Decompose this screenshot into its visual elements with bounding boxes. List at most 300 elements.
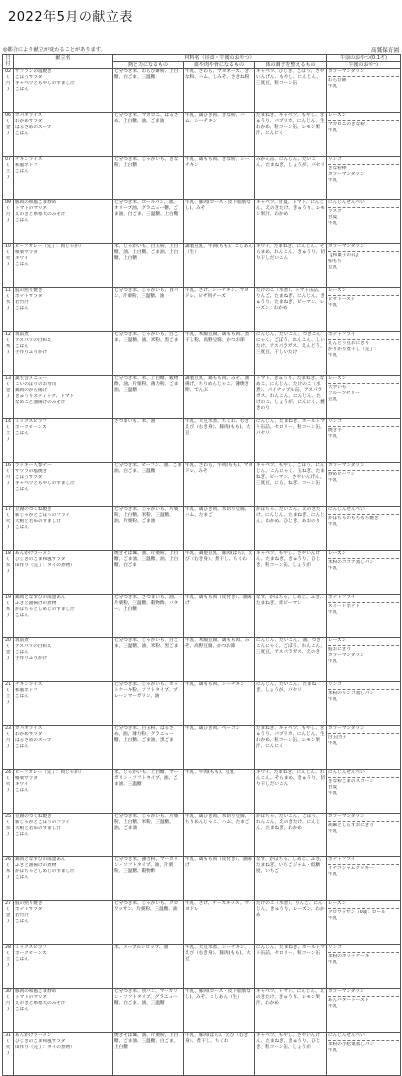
dish-name: 鶏肉のから揚げ [15,387,48,393]
date-part: ( [7,162,9,168]
energy-cell [113,901,184,945]
snack-cell [327,594,401,638]
dish-name: ごぼうサラダ [15,75,43,80]
snack-am: カラーマンダリン [328,244,365,250]
dish-name: ごはん [15,875,29,881]
date-cell [3,375,14,419]
dish-name: 新じゃがとごぼうのフライ [15,512,70,518]
date-part: 水 [5,299,11,305]
dish-name: ビーフカレー（完了：肉じゃが） [15,769,84,775]
date-part: 13 [5,375,11,381]
dish-name: ごはん [15,305,29,311]
dish-cell [14,813,113,857]
energy-text: 七分つき米、じゃがいも、ホットケーキ粉、ソフトタイプ、プレーンマーガリン、油 [114,682,179,700]
blood-text: 牛乳、さけ、チーズキッス、マヨドレ [185,901,249,913]
date-part: ) [7,393,9,399]
snack-pm: 牛乳 [328,959,338,965]
date-part: 27 [5,901,11,907]
snack-divider [328,295,399,296]
date-part: ) [7,481,9,487]
blood-text: 牛乳、豚肉(ばら)、えび（むき身）、煮干し、ちくわ [185,1032,249,1044]
date-part: 24 [5,769,11,775]
dish-name: キャベツともやしのすまし汁 [15,481,75,487]
dish-name: ごはん [15,87,29,92]
date-part: 金 [5,913,11,919]
date-part: ) [7,919,9,925]
dish-name: アスパラの白和え [15,644,52,650]
dish-name: キャベツともやしのすまし汁 [15,81,75,86]
energy-cell [113,463,184,507]
snack-divider [328,602,399,603]
snack-am: にんじんせんべい [328,200,365,206]
regulate-cell [255,725,327,769]
snack-divider [328,952,399,953]
dish-name: ポテトサラダ [15,293,43,299]
regulate-cell [255,419,327,463]
date-part: ( [7,907,9,913]
dish-name: ガパオライス [15,725,43,731]
dish-name: 新じゃがとごぼうのフライ [15,819,70,825]
energy-cell [113,813,184,857]
snack-pm: 牛乳 [328,127,338,133]
snack-pm: 牛乳 [328,872,338,878]
date-part: 26 [5,857,11,863]
blood-cell [184,287,255,331]
snack-divider [328,383,399,384]
date-cell [3,857,14,901]
snack-am: にんじんせんべい [328,1032,365,1038]
blood-cell [184,463,255,507]
snack-am: レーズン [328,638,347,644]
blood-text: 牛乳、豚肉(ロース・皮下脂肪なし)、みそ、こしあん（生） [185,988,251,1000]
snack-divider [328,777,399,778]
dish-cell [14,1032,113,1076]
date-part: 火 [5,518,11,524]
energy-cell [113,506,184,550]
date-part: 月 [5,81,11,86]
date-part: ( [7,556,9,562]
energy-cell [113,112,184,156]
date-part: ) [7,787,9,793]
blood-cell [184,506,255,550]
snack-pm: 牛乳 [328,697,338,703]
energy-cell [113,244,184,288]
snack-am: ポテトフライ [328,857,356,863]
regulate-text: キャベツ、ひじき、ごぼう、さやいんげん、もやし、にんじん、三度豆、粒コーン缶 [256,69,325,86]
date-part: ) [7,962,9,968]
blood-text: 調製豆乳、牛肉(もも)、こしあん（生） [185,244,253,256]
snack-pm: きな粉棒 [328,165,347,171]
regulate-text: キャベツ、もやし、ごぼう、にんじん、こんにゃく、玉ねぎ、たまねぎ、ピーマン、さやいんげん、三度豆、にら、ねぎ、コーン缶 [256,463,325,487]
dish-name: きゅうりスティック、トマト [15,393,75,399]
energy-cell [113,594,184,638]
energy-cell [113,419,184,463]
snack-divider [328,821,399,822]
regulate-text: トマト、きゅうり、たまねぎ、なめこ、にんじん、たけのこ（水煮）、パイナップル缶、アスパラガス、れんこん、にんじん、たけのこ、しょうが、にんにく、焼きのり [256,375,325,411]
date-part: 土 [5,956,11,962]
blood-cell [184,244,255,288]
dish-name: ミックスピラフ [15,419,48,425]
date-cell [3,901,14,945]
dish-name: 鶏肉となすびの南蛮あん [15,857,66,863]
table-row [3,901,401,945]
regulate-cell [255,112,327,156]
materials-header: 材料名（昼食・午後のおやつ） [113,55,327,62]
dish-name: ごはん [15,130,29,136]
dish-header: 献立名 [14,55,113,69]
energy-cell [113,725,184,769]
dish-name: ごはん [15,694,29,700]
energy-cell [113,769,184,813]
energy-cell [113,944,184,988]
table-row [3,506,401,550]
date-part: 木 [5,343,11,349]
date-part: 金 [5,124,11,130]
regulate-header: 体の調子を整えるもの [255,62,327,69]
snack-am: リンゴ [328,944,342,950]
date-part: ( [7,1038,9,1044]
table-row [3,769,401,813]
snack-pm: 甘夏 [328,784,338,790]
date-part: ( [7,469,9,475]
date-cell [3,682,14,726]
snack-pm: 米粉のホットケーキ [328,953,370,959]
energy-cell [113,682,184,726]
table-row [3,944,401,988]
date-part: ( [7,994,9,1000]
regulate-cell [255,463,327,507]
energy-text: 焼きそば麺、油、片栗粉、上白糖、ごま油、三温糖、白ごま、上白糖 [114,1032,179,1050]
dish-name: 筑前煮 [15,638,29,644]
blood-text: 牛乳、さわら、マヨネーズ、きな粉、ハム、しみそ、さきね粉 [185,69,250,80]
date-cell [3,725,14,769]
table-row [3,638,401,682]
regulate-text: たけのこ（水煮）、りんご、にんじん、きゅうり、レーズン、わかめ [256,901,325,919]
blood-cell [184,944,255,988]
regulate-cell [255,375,327,419]
regulate-text: にんじん、たまねぎ、ホールトマト缶詰、セロリー、粒コーン缶、パセリ [256,419,325,437]
snack-am: リンゴ [328,419,342,425]
snack-divider [328,120,399,121]
table-row [3,156,401,200]
regulate-cell [255,550,327,594]
snack-pm: 米粉のリンゴ蒸しパン [328,691,374,697]
dish-name: トマトのマリネ [15,994,48,1000]
snack-divider [328,426,399,427]
dish-name: サフランの塩焼き [15,69,52,74]
blood-cell [184,857,255,901]
date-part: 02 [5,69,11,74]
snack-divider [328,733,399,734]
table-row [3,244,401,288]
dish-name: はるさめのスープ [15,737,52,743]
dish-name: ふきと油揚げの煮物 [15,600,57,606]
energy-text: 七分つき米、さつまいも、油、片栗粉、三温糖、穀物酢、バター、上白糖 [114,594,179,612]
energy-cell [113,375,184,419]
date-part: 21 [5,682,11,688]
regulate-cell [255,594,327,638]
regulate-cell [255,988,327,1032]
snack-divider [328,645,399,646]
snack-pm: 牛乳 [328,609,338,615]
date-part: 土 [5,168,11,174]
blood-text: 牛乳、調製豆乳、豚肉(ばら)、えび（むき身）、煮干し、ちくわ [185,550,253,562]
date-part: 水 [5,562,11,568]
date-part: ) [7,875,9,881]
snack-am-header: 午前のおやつ(0.1才) [327,55,401,62]
energy-text: 七分つき米、じゃがいも、白ごま、三温糖、油、米粉、黒ごま [114,638,179,650]
energy-cell [113,287,184,331]
table-row [3,988,401,1032]
blood-header: 血や肉や骨になるもの [184,62,255,69]
date-cell [3,156,14,200]
dish-name: ごぼうサラダ [15,475,43,481]
energy-cell [113,69,184,113]
regulate-text: かぼちゃ、だいこん、えのきたけ、にんじん、たまねぎ、にんじん、わかめ、ひじき、あおのり [256,506,325,524]
regulate-text: なす、かぼちゃ、しめじ、ふき、たまねぎ、赤ピーマン [256,594,325,606]
dish-name: わかめサラダ [15,118,43,124]
date-part: 12 [5,331,11,337]
table-row [3,287,401,331]
snack-pm: 牛乳 [328,828,338,834]
dish-cell [14,287,113,331]
table-row [3,463,401,507]
energy-text: 七分つき米、じゃがいも、きな粉、上白糖 [114,156,179,168]
date-part: ) [7,437,9,443]
dish-name: キウイ [15,256,29,262]
dish-name: ひじきのごま和風サラダ [15,1038,66,1044]
date-part: ) [7,174,9,180]
dish-name: わかめサラダ [15,731,43,737]
regulate-text: たまねぎ、キャベツ、もやし、きゅうり、パプリカ、にんじん、生わかめ、粒コーン缶、レモン果汁、にんにく [256,112,325,136]
snack-pm: 牛乳 [328,659,338,665]
regulate-cell [255,638,327,682]
snack-divider [328,251,399,252]
dish-name: ごはん [15,487,29,493]
snack-am: カラーマンダリン [328,988,365,994]
regulate-cell [255,156,327,200]
date-part: ( [7,75,9,80]
blood-cell [184,200,255,244]
energy-text: 七分つき米、じゃがいも、クロワッサン、片栗粉、三温糖、油 [114,901,179,913]
snack-divider [328,514,399,515]
blood-cell [184,69,255,113]
table-row [3,857,401,901]
date-cell [3,331,14,375]
blood-text: 牛乳、さけ、シーチキン、マヨドレ、ピザ用チーズ [185,287,249,299]
energy-text: 米、じゃがいも、上白糖、マーガリン・ソフトタイプ、油、ごま油、三温糖 [114,769,179,787]
regulate-text: にんじん、たまねぎ、ホールトマト缶詰、セロリー、粒コーン缶 [256,944,325,956]
snack-cell [327,331,401,375]
date-part: 19 [5,594,11,600]
date-part: 20 [5,638,11,644]
date-part: ( [7,775,9,781]
dish-name: えのきと糸寒天のみそ汁 [15,1000,66,1006]
snack-cell [327,112,401,156]
date-part: ( [7,425,9,431]
snack-am: カラーマンダリン [328,463,365,469]
date-part: ) [7,87,9,92]
date-part: 金 [5,650,11,656]
blood-cell [184,813,255,857]
snack-am: カラーマンダリン [328,813,365,819]
snack-pm: イチゴジャムクッキー [328,866,374,872]
date-part: 月 [5,475,11,481]
date-part: 月 [5,212,11,218]
snack-divider [328,470,399,471]
snack-pm: ラスク [328,209,342,215]
dish-name: ふきと油揚げの煮物 [15,863,57,869]
snack-pm: 牛乳 [328,740,338,746]
menu-body [3,69,401,1076]
date-part: 月 [5,1000,11,1006]
snack-am: カラーマンダリン [328,725,365,731]
regulate-cell [255,331,327,375]
dish-name: アスパラの白和え [15,337,52,343]
date-part: ) [7,656,9,662]
date-part: 金 [5,387,11,393]
regulate-text: キャベツ、もやし、さやいんげん、たまねぎ、きゅうり、ひじき、粒コーン缶、しょうが [256,550,321,568]
date-cell [3,287,14,331]
dish-name: 若竹汁 [15,913,29,919]
date-part: ) [7,612,9,618]
energy-text: 七分つき米、食パン、マーガリン・ソフトタイプ、グラニュー糖、白ごま、油、三温糖 [114,988,178,1006]
snack-cell [327,901,401,945]
regulate-cell [255,69,327,113]
snack-pm: 牛乳 [328,221,338,227]
dish-name: 根菜サラダ [15,250,38,256]
dish-name: えのきと糸寒天のみそ汁 [15,212,66,218]
energy-cell [113,156,184,200]
regulate-text: みかん缶、にんじん、だいこん、たまねぎ、しょうが、パセリ [256,156,325,168]
dish-cell [14,375,113,419]
dish-name: ポークビーンズ [15,950,47,956]
blood-text: 牛乳、大豆水煮、ちくわ、むきえび（むき身）、豚肉(もも)、大豆 [185,419,251,437]
date-part: ( [7,512,9,518]
dish-name: ごはん [15,650,29,656]
snack-cell [327,725,401,769]
energy-text: さつまいも、米、油 [114,419,156,425]
dish-name: トマトのマリネ [15,206,48,212]
snack-pm: 牛乳 [328,790,338,796]
energy-cell [113,638,184,682]
date-cell [3,638,14,682]
snack-divider [328,908,399,909]
energy-cell [113,200,184,244]
snack-divider [328,996,399,997]
table-row [3,813,401,857]
table-row [3,69,401,113]
dish-name: 田作り（完了：タイの煮物） [15,562,75,568]
snack-pm: カラーマンダリン [328,653,365,659]
dish-name: ごはん [15,262,29,268]
dish-name: なめこと油揚げのみそ汁 [15,399,66,405]
date-part: 18 [5,550,11,556]
dish-name: 和風ポトフ [15,162,38,168]
dish-cell [14,944,113,988]
dish-name: 手作りふりかけ [15,349,48,355]
energy-text: 七分つき米、じゃがいも、片栗粉、上白糖、米粉、三温糖、油、片栗粉、ごま油 [114,506,179,524]
date-part: ( [7,293,9,299]
dish-name: かぼちゃとしめじのすまし汁 [15,606,75,612]
date-part: ) [7,1006,9,1012]
energy-cell [113,331,184,375]
dish-cell [14,112,113,156]
regulate-cell [255,769,327,813]
snack-pm: 豆乳 [328,396,338,402]
regulate-text: たまねぎ、キャベツ、もやし、きゅうり、パプリカ、にんじん、生わかめ、粒コーン缶、レモン果汁、にんにく [256,725,325,749]
date-part: ( [7,206,9,212]
table-header-row [3,55,401,62]
date-part: 土 [5,431,11,437]
regulate-cell [255,857,327,901]
snack-cell [327,857,401,901]
snack-pm: 米粉の小松菜蒸しパン [328,1041,374,1047]
regulate-cell [255,682,327,726]
dish-name: ごはん [15,787,29,793]
energy-text: 七分つき米、ビーフン、油、ごま油、白ごま、三温糖 [114,463,182,475]
table-row [3,112,401,156]
regulate-cell [255,813,327,857]
snack-cell [327,682,401,726]
dish-name: ポテトサラダ [15,907,43,913]
dish-cell [14,901,113,945]
date-part: ) [7,831,9,837]
snack-pm: きな粉ごまのスコーン [328,778,374,784]
date-cell [3,244,14,288]
regulate-text: にんじん、だいこん、たまねぎ、しょうが、パセリ [256,682,317,694]
regulate-cell [255,287,327,331]
date-part: ) [7,524,9,530]
dish-name: 鮭の照り焼き [15,901,43,907]
table-row [3,725,401,769]
regulate-text: キャベツ、甘夏、トマト、にんじん、えのきたけ、きゅうり、レモン果汁、わかめ [256,200,325,218]
dish-name: ごはん [15,343,29,349]
energy-text: 七分つき米、米、上白糖、穀物酢、油、片栗粉、薄力粉、ごま油、三温糖 [114,375,179,393]
date-cell [3,813,14,857]
date-cell [3,112,14,156]
blood-text: 牛乳、鶏もも肉、きな粉、シーチキン [185,156,250,168]
blood-text: 牛乳、鶏ひき肉、水切り豆腐、ちりめんじゃこ、ハム、たまご [185,813,250,825]
energy-text: 焼きそば麺、油、片栗粉、上白糖、ごま油、三温糖、油、上白糖、白ごま [114,550,179,568]
dish-name: ごはん [15,956,29,962]
date-part: 23 [5,725,11,731]
date-part: ( [7,381,9,387]
snack-pm: 牛乳 [328,177,338,183]
date-part: 木 [5,869,11,875]
dish-name: サワラの塩焼き [15,469,48,475]
snack-cell [327,287,401,331]
date-cell [3,944,14,988]
dish-name: ラッキー人参デー [15,463,52,469]
regulate-text: なす、かぼちゃ、しめじ、ふき、たまねぎ、いちごジャム・低糖度、いちご [256,857,325,875]
date-part: 07 [5,156,11,162]
energy-text: 七分つき米、薄力粉、マーガリン・ソフトタイプ、油、片栗粉、三温糖、穀物酢 [114,857,179,875]
date-part: ) [7,218,9,224]
snack-am: レーズン [328,112,347,118]
dish-cell [14,550,113,594]
date-part: 10 [5,244,11,250]
regulate-text: キウイ、たまねぎ、にんじん、そらまめ、れんこん、きゅうり、切り干しだいこん [256,244,325,262]
snack-pm: 牛乳 [328,521,338,527]
dish-name: ごはん [15,168,29,174]
snack-am: にんじんせんべい [328,506,365,512]
dish-cell [14,857,113,901]
table-row [3,375,401,419]
snack-pm: 豆乳 [328,265,338,271]
snack-pm: 牛乳 [328,434,338,440]
dish-name: 鶏肉となすびの南蛮あん [15,594,66,600]
